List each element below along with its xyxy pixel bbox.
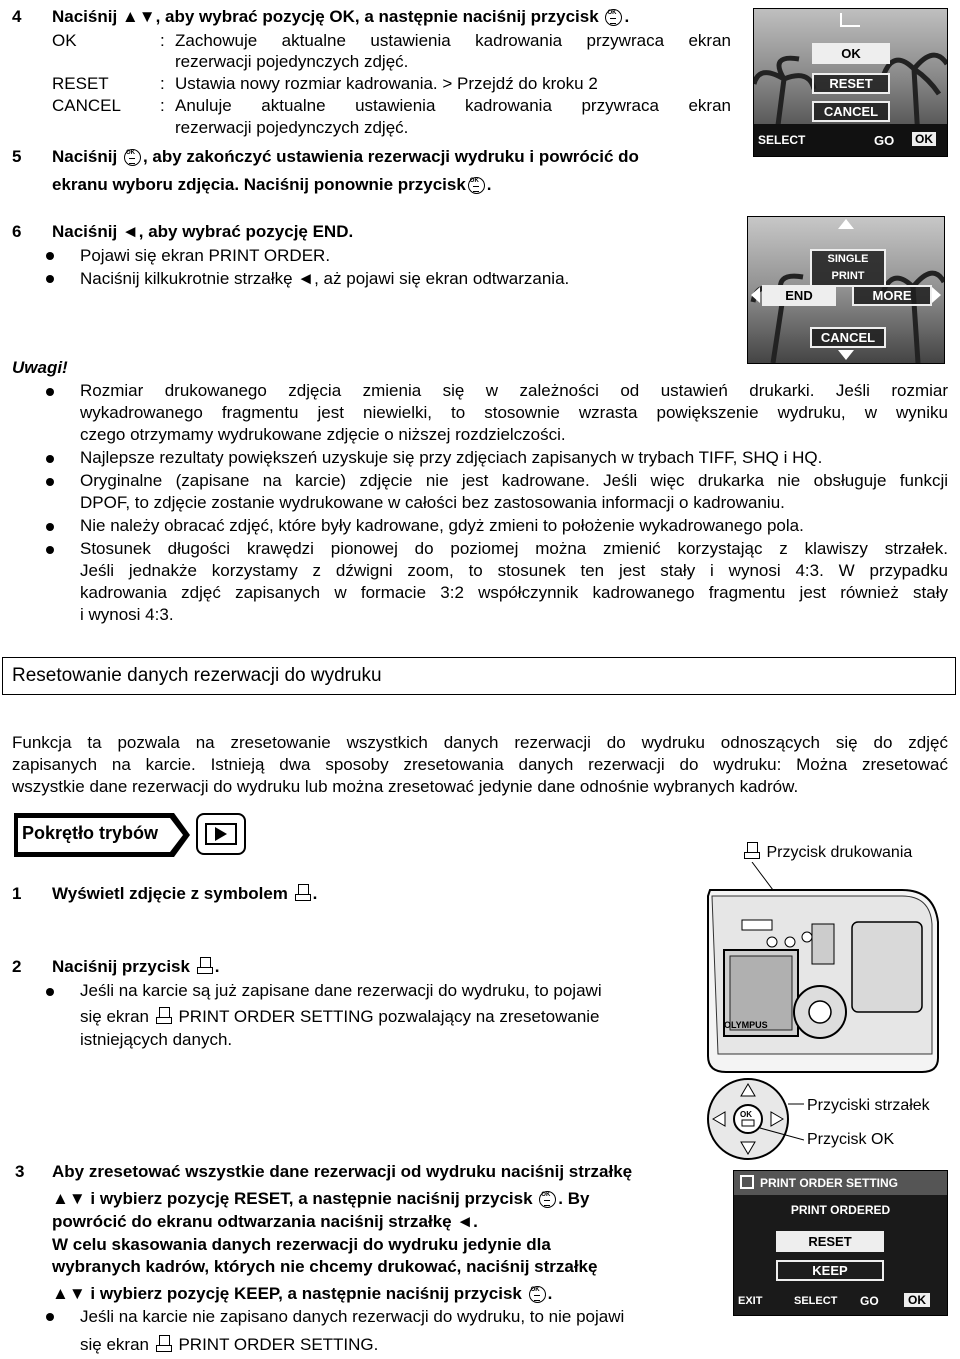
arrow-up-icon: [838, 219, 854, 229]
step4-title: [52, 6, 629, 28]
note5-line3: kadrowania zdjęć zapisanych w formacie 3:2 współczynnik kadrowanego fragmentu jest również stały: [80, 583, 948, 602]
screen-title: PRINT ORDER SETTING: [760, 1176, 899, 1190]
step5-pre: Naciśnij: [52, 147, 118, 166]
step3-bullet-pre: się ekran: [80, 1335, 149, 1354]
screen-exit-label: EXIT: [738, 1295, 763, 1307]
step2-number: 2: [12, 957, 22, 976]
notes-title: Uwagi!: [12, 358, 68, 377]
step4-title-end: .: [624, 7, 630, 26]
screen-reset-option: RESET: [776, 1231, 884, 1252]
arrows-callout: Przyciski strzałek: [807, 1097, 930, 1114]
step3-bullet-line2: [80, 1334, 378, 1356]
note1-line3: czego otrzymamy wydrukowane zdjęcie o niższej rozdzielczości.: [80, 425, 566, 444]
step1-label: Wyświetl zdjęcie z symbolem: [52, 884, 288, 903]
step3-line1: Aby zresetować wszystkie dane rezerwacji od wydruku naciśnij strzałkę: [52, 1162, 633, 1181]
option-ok-sep: :: [160, 31, 165, 50]
step4-title-text: Naciśnij ▲▼, aby wybrać pozycję OK, a następnie naciśnij przycisk: [52, 7, 599, 26]
step3-line4: W celu skasowania danych rezerwacji do wydruku jedynie dla: [52, 1235, 551, 1254]
screen-go-ok: OK: [912, 132, 936, 146]
bullet: [46, 275, 54, 283]
screen-go-ok: OK: [904, 1293, 930, 1307]
option-cancel-text2: rezerwacji pojedynczych zdjęć.: [175, 118, 409, 137]
option-reset-key: RESET: [52, 74, 109, 93]
step3-bullet-post: PRINT ORDER SETTING.: [178, 1335, 379, 1354]
bullet: [46, 388, 54, 396]
step5-line1: [52, 146, 639, 168]
step2-end: .: [214, 957, 220, 976]
bullet: [46, 455, 54, 463]
print-icon: [156, 1007, 172, 1025]
screen-single-print: SINGLE PRINT: [810, 249, 886, 287]
note1-line1: Rozmiar drukowanego zdjęcia zmienia się w zależności od ustawień drukarki. Jeśli rozmiar: [80, 381, 948, 400]
step2-bullet-line1: Jeśli na karcie są już zapisane dane rezerwacji do wydruku, to pojawi: [80, 981, 602, 1000]
step5-line2: [52, 174, 492, 196]
bullet: [46, 546, 54, 554]
option-cancel-text: Anuluje aktualne ustawienia kadrowania przywraca ekran: [175, 96, 731, 115]
camera-illustration: [702, 862, 942, 1074]
ok-button-icon: [468, 177, 485, 194]
step2-bullet-line2: [80, 1006, 600, 1028]
screen-end-option: END: [762, 285, 836, 306]
option-ok-key: OK: [52, 31, 77, 50]
arrow-right-icon: [932, 287, 941, 303]
crop-screen: [753, 8, 948, 157]
screen-reset-option: RESET: [812, 73, 890, 94]
print-icon: [197, 957, 213, 975]
step1-text: [52, 883, 317, 905]
option-cancel-key: CANCEL: [52, 96, 121, 115]
screen-more-option: MORE: [852, 285, 932, 306]
screen-select-label: SELECT: [794, 1295, 838, 1307]
step5-line2-end: .: [486, 175, 492, 194]
step2-label: Naciśnij przycisk: [52, 957, 190, 976]
arrow-down-icon: [838, 350, 854, 360]
step6-bullet-2: Naciśnij kilkukrotnie strzałkę ◄, aż pojawi się ekran odtwarzania.: [80, 269, 570, 288]
playback-mode-icon: [196, 813, 246, 855]
crop-icon: [840, 13, 860, 27]
note4-line1: Nie należy obracać zdjęć, które były kadrowane, gdyż zmieni to położenie wykadrowanego pola.: [80, 516, 804, 535]
camera-brand: OLYMPUS: [724, 1020, 768, 1030]
bullet: [46, 988, 54, 996]
step4-number: 4: [12, 7, 22, 26]
step5-post: , aby zakończyć ustawienia rezerwacji wydruku i powrócić do: [142, 147, 639, 166]
step6-number: 6: [12, 222, 22, 241]
option-reset-text: Ustawia nowy rozmiar kadrowania. > Przejdź do kroku 2: [175, 74, 598, 93]
step3-line2-text: ▲▼ i wybierz pozycję RESET, a następnie naciśnij przycisk: [52, 1189, 533, 1208]
intro-line1: Funkcja ta pozwala na zresetowanie wszystkich danych rezerwacji do wydruku odnoszących się do zdjęć: [12, 733, 948, 752]
step3-bullet-line1: Jeśli na karcie nie zapisano danych rezerwacji do wydruku, to nie pojawi: [80, 1307, 625, 1326]
screen-go-label: GO: [860, 1294, 879, 1308]
print-icon: [740, 1175, 754, 1189]
print-button-label: Przycisk drukowania: [766, 844, 913, 861]
step2-bullet-pre: się ekran: [80, 1007, 149, 1026]
screen-select-label: SELECT: [758, 133, 806, 147]
step2-text: [52, 956, 219, 978]
intro-line3: wszystkie dane rezerwacji do wydruku lub można zresetować jedynie dane odnośnie wybranych kadrów.: [12, 777, 799, 796]
arrow-left-icon: [751, 287, 760, 303]
bullet: [46, 523, 54, 531]
ok-button-icon: [605, 9, 622, 26]
step3-line3: powrócić do ekranu odtwarzania naciśnij strzałkę ◄.: [52, 1212, 478, 1231]
note3-line1: Oryginalne (zapisane na karcie) zdjęcie nie jest kadrowane. Jeśli więc drukarka nie obsługuje funkcji: [80, 471, 948, 490]
screen-cancel-option: CANCEL: [810, 327, 886, 348]
section-title: Resetowanie danych rezerwacji do wydruku: [12, 665, 382, 686]
step3-number: 3: [15, 1162, 25, 1181]
screen-cancel-option: CANCEL: [812, 101, 890, 122]
option-ok-text2: rezerwacji pojedynczych zdjęć.: [175, 52, 409, 71]
svg-text:OK: OK: [740, 1110, 752, 1119]
step3-line5: wybranych kadrów, których nie chcemy drukować, naciśnij strzałkę: [52, 1257, 598, 1276]
option-ok-text: Zachowuje aktualne ustawienia kadrowania przywraca ekran: [175, 31, 731, 50]
note2-line1: Najlepsze rezultaty powiększeń uzyskuje się przy zdjęciach zapisanych w trybach TIFF, SHQ i HQ.: [80, 448, 823, 467]
step6-title: Naciśnij ◄, aby wybrać pozycję END.: [52, 222, 354, 241]
step3-line2-end: . By: [558, 1189, 590, 1208]
bullet: [46, 478, 54, 486]
note5-line2: Jeśli jednakże korzystamy z dźwigni zoom, to stosunek ten jest stały i wynosi 4:3. W przypadku: [80, 561, 948, 580]
ok-button-icon: [124, 149, 141, 166]
note5-line4: i wynosi 4:3.: [80, 605, 174, 624]
ok-button-icon: [529, 1286, 546, 1303]
option-cancel-sep: :: [160, 96, 165, 115]
intro-line2: zapisanych na karcie. Istnieją dwa sposoby zresetowania danych rezerwacji do wydruku: Można zresetować: [12, 755, 948, 774]
step1-end: .: [312, 884, 318, 903]
step5-line2-text: ekranu wyboru zdjęcia. Naciśnij ponownie przycisk: [52, 175, 466, 194]
print-icon: [156, 1335, 172, 1353]
option-reset-sep: :: [160, 74, 165, 93]
single-print-screen: [747, 216, 945, 364]
ok-callout: Przycisk OK: [807, 1131, 895, 1148]
bullet: [46, 1313, 54, 1321]
step3-line2: [52, 1188, 589, 1210]
note5-line1: Stosunek długości krawędzi pionowej do poziomej można zmienić korzystając z klawiszy strzałek.: [80, 539, 948, 558]
step2-bullet-line3: istniejących danych.: [80, 1030, 233, 1049]
print-button-callout: [742, 842, 912, 862]
step3-line6-end: .: [547, 1284, 553, 1303]
note3-line2: DPOF, to zdjęcie zostanie wydrukowane w całości bez zastosowania informacji o kadrowaniu.: [80, 493, 785, 512]
screen-ok-option: OK: [812, 43, 890, 64]
step3-line6-text: ▲▼ i wybierz pozycję KEEP, a następnie naciśnij przycisk: [52, 1284, 522, 1303]
section-header: [2, 657, 956, 695]
step6-bullet-1: Pojawi się ekran PRINT ORDER.: [80, 246, 331, 265]
arrow-pad-illustration: [700, 1076, 804, 1162]
ok-button-icon: [539, 1191, 556, 1208]
step3-line6: [52, 1283, 552, 1305]
step5-number: 5: [12, 147, 22, 166]
bullet: [46, 252, 54, 260]
note1-line2: wykadrowanego fragmentu jest niewielki, to stosownie wzrasta powiększenie wydruku, w wyniku: [80, 403, 948, 422]
print-icon: [295, 884, 311, 902]
print-order-setting-screen: [733, 1170, 948, 1316]
screen-go-label: GO: [874, 133, 895, 148]
step2-bullet-post: PRINT ORDER SETTING pozwalający na zresetowanie: [178, 1007, 600, 1026]
print-icon: [744, 842, 760, 860]
screen-subtitle: PRINT ORDERED: [790, 1203, 891, 1217]
screen-keep-option: KEEP: [776, 1260, 884, 1281]
mode-dial-label: Pokrętło trybów: [22, 823, 159, 843]
step1-number: 1: [12, 884, 22, 903]
